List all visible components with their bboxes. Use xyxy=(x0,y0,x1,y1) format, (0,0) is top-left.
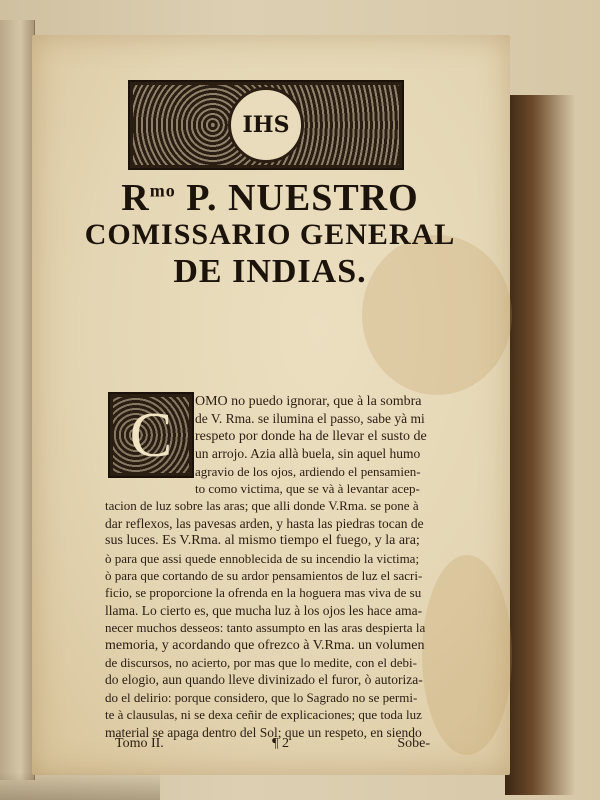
text-line: un arrojo. Azia allà buela, sin aquel humo xyxy=(195,446,421,462)
text-line: ficio, se proporcione la ofrenda en la hoguera mas viva de su xyxy=(105,585,422,601)
text-line: de V. Rma. se ilumina el passo, sabe yà mi xyxy=(195,411,425,427)
text-line: OMO no puedo ignorar, que à la sombra xyxy=(195,394,422,409)
signature-mark: ¶ 2 xyxy=(272,736,289,751)
text-line: de discursos, no acierto, por mas que lo medite, con el debi- xyxy=(105,655,417,670)
text-line: do elogio, aun quando lleve divinizado el furor, ò autoriza- xyxy=(105,672,423,688)
drop-cap-letter: C xyxy=(129,399,173,470)
text-line: dar reflexos, las pavesas arden, y hasta las piedras tocan de xyxy=(105,515,424,531)
text-line: material se apaga dentro del Sol; que un respeto, en siendo xyxy=(105,724,422,740)
binding-edge xyxy=(0,20,35,780)
page-footer xyxy=(115,736,430,752)
text-line: do el delirio: porque considero, que lo Sagrado no se permi- xyxy=(105,689,418,705)
text-line: te à clausulas, ni se dexa ceñir de explicaciones; que toda luz xyxy=(105,707,422,723)
text-line: respeto por donde ha de llevar el susto de xyxy=(195,428,427,444)
text-line: tacion de luz sobre las aras; que alli donde V.Rma. se pone à xyxy=(105,498,419,514)
text-line: llama. Lo cierto es, que mucha luz à los ojos les hace ama- xyxy=(105,602,423,618)
text-line: sus luces. Es V.Rma. al mismo tiempo el fuego, y la ara; xyxy=(105,533,420,549)
text-line: necer muchos desseos: tanto assumpto en las aras despierta la xyxy=(105,620,426,636)
title-line-1: $R^{mo}$ P. NUESTRO xyxy=(121,177,419,219)
volume-label: Tomo II. xyxy=(115,736,164,751)
catchword: Sobe- xyxy=(397,736,430,751)
bookmark-ribbon xyxy=(0,772,160,800)
text-line: to como victima, que se và à levantar acep- xyxy=(195,481,420,496)
title-line-3: DE INDIAS. xyxy=(173,253,367,290)
text-line: agravio de los ojos, ardiendo el pensamien- xyxy=(195,463,421,479)
title-line-2: COMISSARIO GENERAL xyxy=(84,218,456,251)
ihs-monogram-icon: IHS xyxy=(228,87,304,163)
ornamental-drop-cap xyxy=(108,392,194,478)
page-shadow xyxy=(505,95,575,795)
text-line: ò para que assi quede ennoblecida de su incendio la victima; xyxy=(105,550,420,566)
text-line: ò para que cortando de su ardor pensamientos de luz el sacri- xyxy=(105,568,423,583)
text-line: memoria, y acordando que ofrezco à V.Rma. un volumen xyxy=(105,637,425,653)
ornamental-headpiece xyxy=(128,80,404,170)
water-stain xyxy=(422,555,512,755)
